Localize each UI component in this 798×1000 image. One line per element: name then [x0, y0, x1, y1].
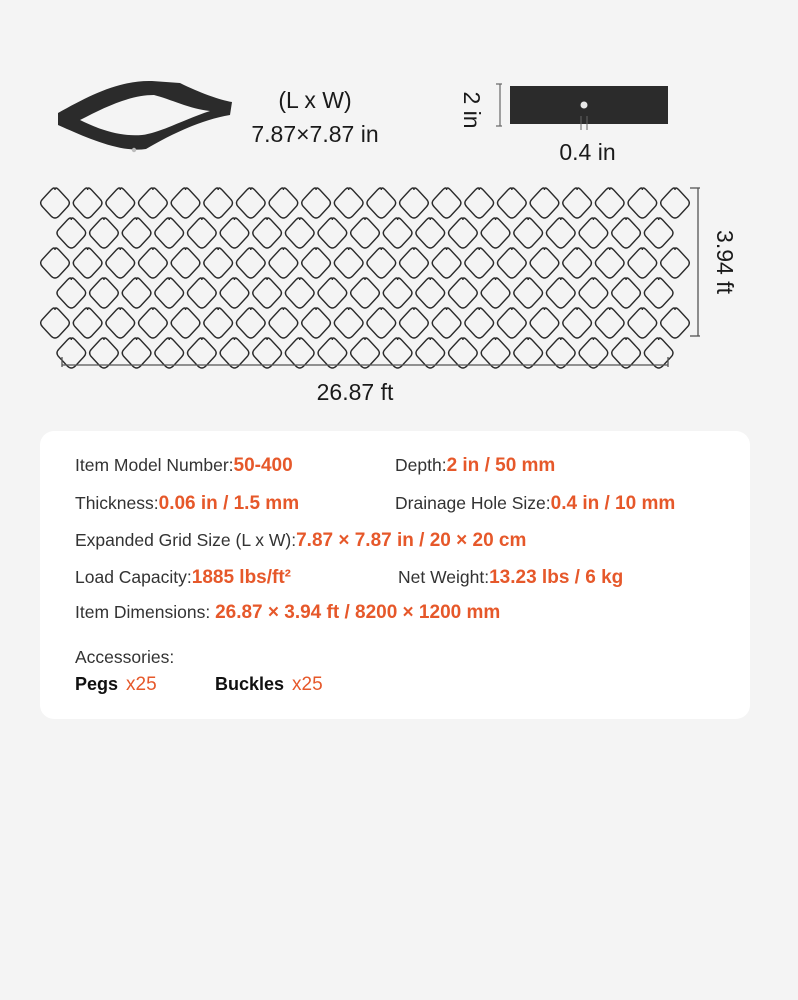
accessories-heading: Accessories: [75, 647, 175, 667]
grid-cell [269, 188, 298, 218]
grid-cell [171, 248, 200, 278]
grid-cell [563, 248, 592, 278]
width-dimension-line [686, 186, 706, 338]
grid-cell [285, 218, 314, 248]
grid-cell [367, 308, 396, 338]
spec-model-label: Item Model Number: [75, 455, 234, 475]
spec-dimensions-label: Item Dimensions: [75, 602, 211, 622]
grid-cell [155, 218, 184, 248]
grid-cell [171, 188, 200, 218]
grid-cell [465, 188, 494, 218]
grid-cell [546, 278, 575, 308]
grid-cell [400, 188, 429, 218]
spec-load [75, 567, 291, 589]
grid-cell [514, 278, 543, 308]
grid-cell [432, 308, 461, 338]
spec-card [40, 431, 750, 719]
grid-cell [334, 308, 363, 338]
grid-cell [449, 278, 478, 308]
grid-cell [188, 218, 217, 248]
spec-weight-label: Net Weight: [398, 567, 490, 587]
spec-thickness-value: 0.06 in / 1.5 mm [158, 493, 300, 514]
grid-cell [563, 188, 592, 218]
grid-cell [318, 218, 347, 248]
grid-cell [595, 188, 624, 218]
length-label: 26.87 ft [316, 379, 394, 405]
grid-cell [302, 308, 331, 338]
grid-cell [367, 188, 396, 218]
grid-cell [563, 308, 592, 338]
accessory-pegs [75, 674, 157, 696]
grid-cell [498, 248, 527, 278]
cell-size-value: 7.87×7.87 in [251, 121, 379, 147]
accessory-buckles-name: Buckles [215, 674, 285, 694]
grid-cell [449, 218, 478, 248]
spec-grid [75, 530, 526, 552]
spec-load-value: 1885 lbs/ft² [191, 567, 292, 588]
accessory-buckles [215, 674, 323, 696]
grid-cell [628, 308, 657, 338]
grid-cell [73, 308, 102, 338]
grid-cell [285, 278, 314, 308]
spec-grid-label: Expanded Grid Size (L x W): [75, 530, 297, 550]
grid-cell [204, 248, 233, 278]
grid-cell [57, 278, 86, 308]
grid-cell [253, 218, 282, 248]
grid-cell [106, 248, 135, 278]
grid-cell [498, 308, 527, 338]
spec-drainage-label: Drainage Hole Size: [395, 493, 551, 513]
grid-cell [269, 308, 298, 338]
spec-thickness-label: Thickness: [75, 493, 159, 513]
hole-size-label: 0.4 in [559, 139, 616, 165]
grid-cell [400, 308, 429, 338]
grid-cell [416, 278, 445, 308]
grid-cell [465, 248, 494, 278]
grid-cell [595, 308, 624, 338]
grid-cell [367, 248, 396, 278]
grid-cell [57, 218, 86, 248]
grid-cell [383, 218, 412, 248]
grid-cell [139, 308, 168, 338]
grid-cell [122, 278, 151, 308]
grid-cell [236, 188, 265, 218]
grid-cell [351, 218, 380, 248]
grid-cell [220, 218, 249, 248]
grid-cell [481, 218, 510, 248]
cell-size-label: (L x W) [278, 87, 352, 113]
grid-cell [465, 308, 494, 338]
grid-cell [253, 278, 282, 308]
grid-cell [41, 248, 70, 278]
grid-cell [383, 278, 412, 308]
grid-cell [302, 188, 331, 218]
grid-cell [236, 308, 265, 338]
spec-model-value: 50-400 [233, 455, 293, 476]
grid-cell [530, 308, 559, 338]
expanded-grid-illustration [55, 188, 675, 338]
spec-grid-value: 7.87 × 7.87 in / 20 × 20 cm [296, 530, 527, 551]
accessory-buckles-qty: x25 [292, 674, 323, 695]
spec-dimensions [75, 602, 500, 624]
geocell-cell-illustration [50, 75, 240, 165]
grid-cell [204, 308, 233, 338]
spec-thickness [75, 493, 299, 515]
grid-cell [269, 248, 298, 278]
grid-cell [612, 218, 641, 248]
accessory-pegs-name: Pegs [75, 674, 119, 694]
grid-cell [188, 278, 217, 308]
grid-cell [73, 188, 102, 218]
grid-cell [204, 188, 233, 218]
accessory-pegs-qty: x25 [126, 674, 157, 695]
spec-dimensions-value: 26.87 × 3.94 ft / 8200 × 1200 mm [215, 602, 501, 623]
grid-cell [400, 248, 429, 278]
grid-cell [220, 278, 249, 308]
grid-cell [90, 278, 119, 308]
grid-cell [595, 248, 624, 278]
grid-cell [139, 188, 168, 218]
spec-depth [395, 455, 555, 477]
spec-weight-value: 13.23 lbs / 6 kg [489, 567, 624, 588]
grid-cell [546, 218, 575, 248]
grid-cell [514, 218, 543, 248]
grid-cell [106, 188, 135, 218]
grid-cell [432, 248, 461, 278]
grid-cell [498, 188, 527, 218]
strip-side-view [460, 82, 670, 134]
grid-cell [41, 308, 70, 338]
grid-cell [644, 218, 673, 248]
grid-cell [351, 278, 380, 308]
grid-cell [302, 248, 331, 278]
grid-cell [644, 278, 673, 308]
grid-cell [122, 218, 151, 248]
grid-cell [579, 278, 608, 308]
grid-cell [236, 248, 265, 278]
grid-cell [432, 188, 461, 218]
grid-cell [90, 218, 119, 248]
spec-drainage-value: 0.4 in / 10 mm [550, 493, 676, 514]
grid-cell [628, 248, 657, 278]
spec-weight [398, 567, 623, 589]
grid-cell [579, 218, 608, 248]
spec-depth-value: 2 in / 50 mm [446, 455, 556, 476]
grid-cell [41, 188, 70, 218]
grid-cell [334, 248, 363, 278]
grid-cell [530, 248, 559, 278]
grid-cell [171, 308, 200, 338]
grid-cell [155, 278, 184, 308]
spec-load-label: Load Capacity: [75, 567, 192, 587]
width-label: 3.94 ft [712, 230, 738, 294]
spec-depth-label: Depth: [395, 455, 447, 475]
grid-cell [530, 188, 559, 218]
spec-model [75, 455, 293, 477]
grid-cell [73, 248, 102, 278]
grid-cell [628, 188, 657, 218]
grid-cell [416, 218, 445, 248]
grid-cell [139, 248, 168, 278]
grid-cell [612, 278, 641, 308]
grid-cell [106, 308, 135, 338]
grid-cell [334, 188, 363, 218]
grid-cell [318, 278, 347, 308]
length-dimension-line [60, 355, 670, 371]
spec-drainage [395, 493, 675, 515]
strip-height-label: 2 in [459, 91, 485, 129]
grid-cell [481, 278, 510, 308]
